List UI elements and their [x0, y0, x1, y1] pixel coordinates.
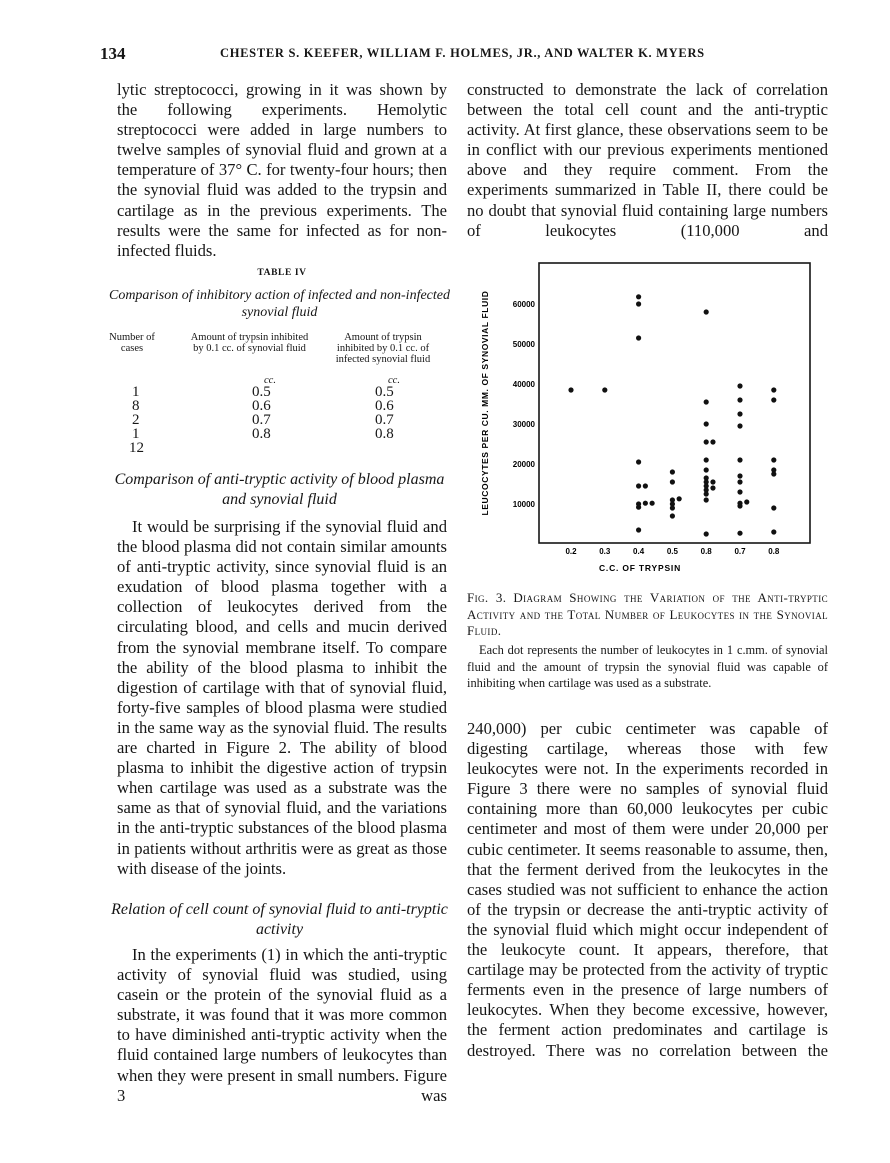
scatter-plot	[470, 255, 840, 585]
data-point	[710, 485, 715, 490]
data-point	[704, 399, 709, 404]
x-tick-label: 0.2	[565, 547, 577, 556]
figure-caption	[467, 590, 828, 640]
data-point	[704, 309, 709, 314]
data-point	[737, 383, 742, 388]
figure-label: Fig. 3.	[467, 590, 507, 605]
y-axis-ticks	[513, 300, 536, 509]
data-point	[737, 531, 742, 536]
data-point	[771, 505, 776, 510]
section-heading-cell-count: Relation of cell count of synovial fluid to anti-tryptic activity	[111, 901, 448, 938]
right-bottom-paragraph: 240,000) per cubic centimeter was capable of digesting cartilage, whereas those with few leukocytes were not. In the experiments recorded in Figure 3 there were no samples of synovial fluid containing more than 60,000 leukocytes per cubic centimeter and most of them were under 20,000 per cubic centimeter. It seems reasonable to assume, then, that the ferment derived from the leukocytes in the cases studied was not sufficient to enhance the action of the trypsin or decrease the anti-tryptic activity of the synovial fluid which might occur independent of the leukocyte count. It appears, therefore, that cartilage may be protected from the activity of tryptic ferments even in the presence of large numbers of leukocytes. When they become excessive, however, the ferment action predominates and cartilage is destroyed. There was no correlation between the	[467, 719, 828, 1060]
data-point	[744, 499, 749, 504]
data-point	[737, 397, 742, 402]
data-point	[737, 411, 742, 416]
page-number: 134	[100, 44, 126, 63]
y-axis-label: LEUCOCYTES PER CU. MM. OF SYNOVIAL FLUID	[480, 290, 490, 516]
data-point	[704, 439, 709, 444]
data-point	[636, 335, 641, 340]
table-caption: Comparison of inhibitory action of infected and non-infected synovial fluid	[108, 288, 450, 320]
data-point	[643, 483, 648, 488]
data-point	[704, 421, 709, 426]
figure-title: Diagram Showing the Variation of the Anti-tryptic Activity and the Total Number of Leukocytes in the Synovial Fluid.	[467, 590, 828, 638]
x-tick-label: 0.8	[700, 547, 712, 556]
data-point	[771, 471, 776, 476]
data-point	[771, 529, 776, 534]
running-head-authors: CHESTER S. KEEFER, WILLIAM F. HOLMES, JR., AND WALTER K. MYERS	[220, 46, 705, 60]
y-tick-label: 40000	[512, 380, 535, 389]
data-point	[737, 473, 742, 478]
data-point	[704, 497, 709, 502]
data-point	[650, 501, 655, 506]
data-point	[636, 301, 641, 306]
y-tick-label: 20000	[512, 460, 535, 469]
y-tick-label: 60000	[512, 300, 535, 309]
data-point	[670, 469, 675, 474]
right-top-paragraph: constructed to demonstrate the lack of correlation between the total cell count and the anti-tryptic activity. At first glance, these observations seem to be in conflict with our previous experiments mentioned above and they require comment. From the experiments summarized in Table II, there could be no doubt that synovial fluid containing large numbers of leukocytes (110,000 and	[467, 80, 828, 240]
table-header-synovial: Amount of trypsin inhibited by 0.1 cc. of synovial fluid	[190, 332, 309, 354]
data-point	[704, 531, 709, 536]
figure-note: Each dot represents the number of leukocytes in 1 c.mm. of synovial fluid and the amount of trypsin the synovial fluid was capable of inhibiting when cartilage was used as a substrate.	[467, 643, 828, 690]
data-point	[636, 294, 641, 299]
data-point	[670, 513, 675, 518]
table-iv: Number of cases Amount of trypsin inhibited by 0.1 cc. of synovial fluid Amount of trypsin inhibited by 0.1 cc. of infected synovial fluid cc. cc. 1 0.5 0.5 8 0.6 0.6 2 0.7 0.7 1 0.8 0.8 12	[107, 332, 452, 457]
data-point	[737, 503, 742, 508]
data-point	[737, 457, 742, 462]
data-point	[636, 505, 641, 510]
data-point	[636, 483, 641, 488]
x-tick-label: 0.4	[633, 547, 645, 556]
x-tick-label: 0.5	[666, 547, 678, 556]
x-tick-label: 0.7	[734, 547, 746, 556]
section-paragraph-blood-plasma: It would be surprising if the synovial fluid and the blood plasma did not contain similar amounts of anti-tryptic activity, since synovial fluid is an exudation of blood plasma together with a collection of leukocytes derived from the circulating blood, and cells and mucin derived from the synovial membrane itself. To compare the ability of the blood plasma to inhibit the digestion of cartilage with that of synovial fluid, forty-five samples of blood plasma were studied in the same way as the synovial fluid. The results are charted in Figure 2. The ability of blood plasma to inhibit the digestive action of trypsin when cartilage was used as a substrate was the same as that of synovial fluid, and the variations in the anti-tryptic substances of the blood plasma in patients without arthritis were as great as those with disease of the joints.	[117, 517, 447, 878]
data-point	[636, 459, 641, 464]
left-intro-paragraph: lytic streptococci, growing in it was shown by the following experiments. Hemolytic streptococci were added in large numbers to twelve samples of synovial fluid and grown at a temperature of 37° C. for twenty-four hours; then the synovial fluid was added to the trypsin and cartilage as in the previous experiments. The results were the same for infected as for non-infected fluids.	[117, 80, 447, 260]
x-axis-label: C.C. OF TRYPSIN	[598, 563, 682, 573]
table-title: TABLE IV	[257, 268, 307, 278]
x-tick-label: 0.3	[599, 547, 611, 556]
data-point	[704, 491, 709, 496]
y-tick-label: 30000	[512, 420, 535, 429]
data-points	[568, 294, 776, 536]
data-point	[677, 496, 682, 501]
data-point	[602, 387, 607, 392]
data-point	[710, 479, 715, 484]
data-point	[771, 457, 776, 462]
data-point	[670, 479, 675, 484]
x-axis-ticks	[565, 547, 779, 556]
unit-cc: cc.	[264, 375, 276, 386]
x-tick-label: 0.8	[768, 547, 780, 556]
table-header-infected: Amount of trypsin inhibited by 0.1 cc. of infected synovial fluid	[335, 332, 431, 365]
data-point	[704, 457, 709, 462]
unit-cc: cc.	[388, 375, 400, 386]
data-point	[568, 387, 573, 392]
section-heading-blood-plasma: Comparison of anti-tryptic activity of blood plasma and synovial fluid	[114, 471, 445, 508]
data-point	[737, 489, 742, 494]
section-paragraph-cell-count: In the experiments (1) in which the anti-tryptic activity of synovial fluid was studied, using casein or the protein of the synovial fluid as a substrate, it was found that it was more common to have diminished anti-tryptic activity when the fluid contained large numbers of leukocytes than when they were present in small numbers. Figure 3 was	[117, 945, 447, 1105]
data-point	[704, 467, 709, 472]
y-tick-label: 50000	[512, 340, 535, 349]
figure-3-chart	[470, 255, 840, 585]
y-tick-label: 10000	[512, 500, 535, 509]
data-point	[771, 397, 776, 402]
data-point	[710, 439, 715, 444]
data-point	[636, 527, 641, 532]
data-point	[737, 423, 742, 428]
data-point	[771, 387, 776, 392]
table-header-cases: Number of cases	[109, 332, 155, 354]
data-point	[643, 501, 648, 506]
page-header	[100, 44, 840, 66]
data-point	[670, 505, 675, 510]
table-total: 12	[129, 440, 144, 456]
data-point	[737, 479, 742, 484]
